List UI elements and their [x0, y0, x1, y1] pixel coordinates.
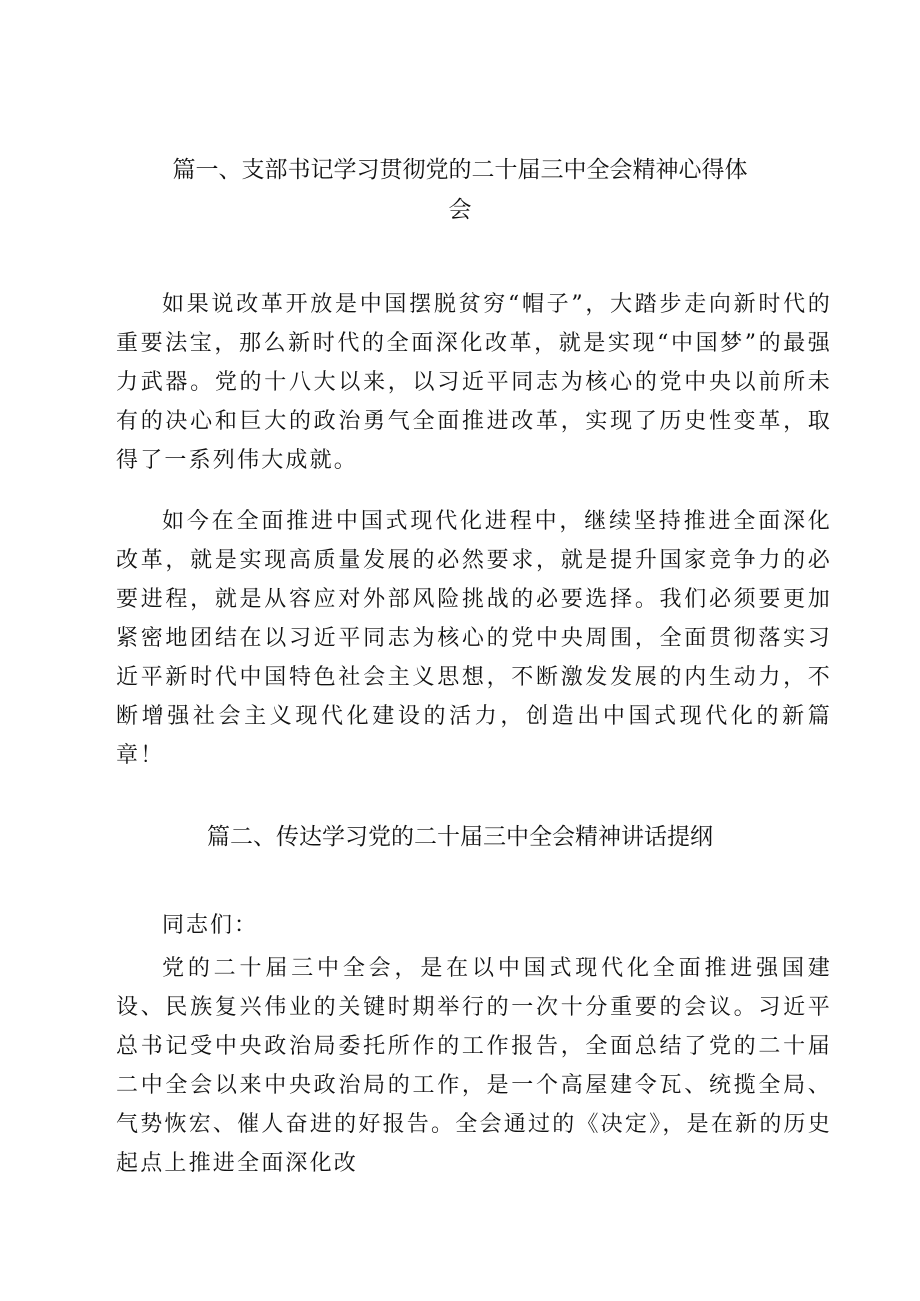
article-2-paragraph-1: 党的二十届三中全会，是在以中国式现代化全面推进强国建设、民族复兴伟业的关键时期举行的一次十分重要的会议。习近平总书记受中央政治局委托所作的工作报告，全面总结了党的二十届二中全会以来中央政治局的工作，是一个高屋建令瓦、统揽全局、气势恢宏、催人奋进的好报告。全会通过的《决定》，是在新的历史起点上推进全面深化改 [116, 956, 832, 1176]
article-1-title-line-1: 篇一、支部书记学习贯彻党的二十届三中全会精神心得体 [172, 157, 748, 183]
salutation: 同志们： [162, 913, 259, 938]
article-1-title-line-2: 会 [448, 197, 472, 223]
article-1-title [0, 150, 920, 230]
article-1-paragraph-1: 如果说改革开放是中国摆脱贫穷“帽子”，大踏步走向新时代的重要法宝，那么新时代的全面深化改革，就是实现“中国梦”的最强力武器。党的十八大以来，以习近平同志为核心的党中央以前所未有的决心和巨大的政治勇气全面推进改革，实现了历史性变革，取得了一系列伟大成就。 [116, 292, 832, 473]
article-2-title: 篇二、传达学习党的二十届三中全会精神讲话提纲 [207, 824, 713, 850]
article-1-paragraph-2: 如今在全面推进中国式现代化进程中，继续坚持推进全面深化改革，就是实现高质量发展的必然要求，就是提升国家竞争力的必要进程，就是从容应对外部风险挑战的必要选择。我们必须要更加紧密地团结在以习近平同志为核心的党中央周围，全面贯彻落实习近平新时代中国特色社会主义思想，不断激发发展的内生动力，不断增强社会主义现代化建设的活力，创造出中国式现代化的新篇章！ [116, 509, 832, 768]
